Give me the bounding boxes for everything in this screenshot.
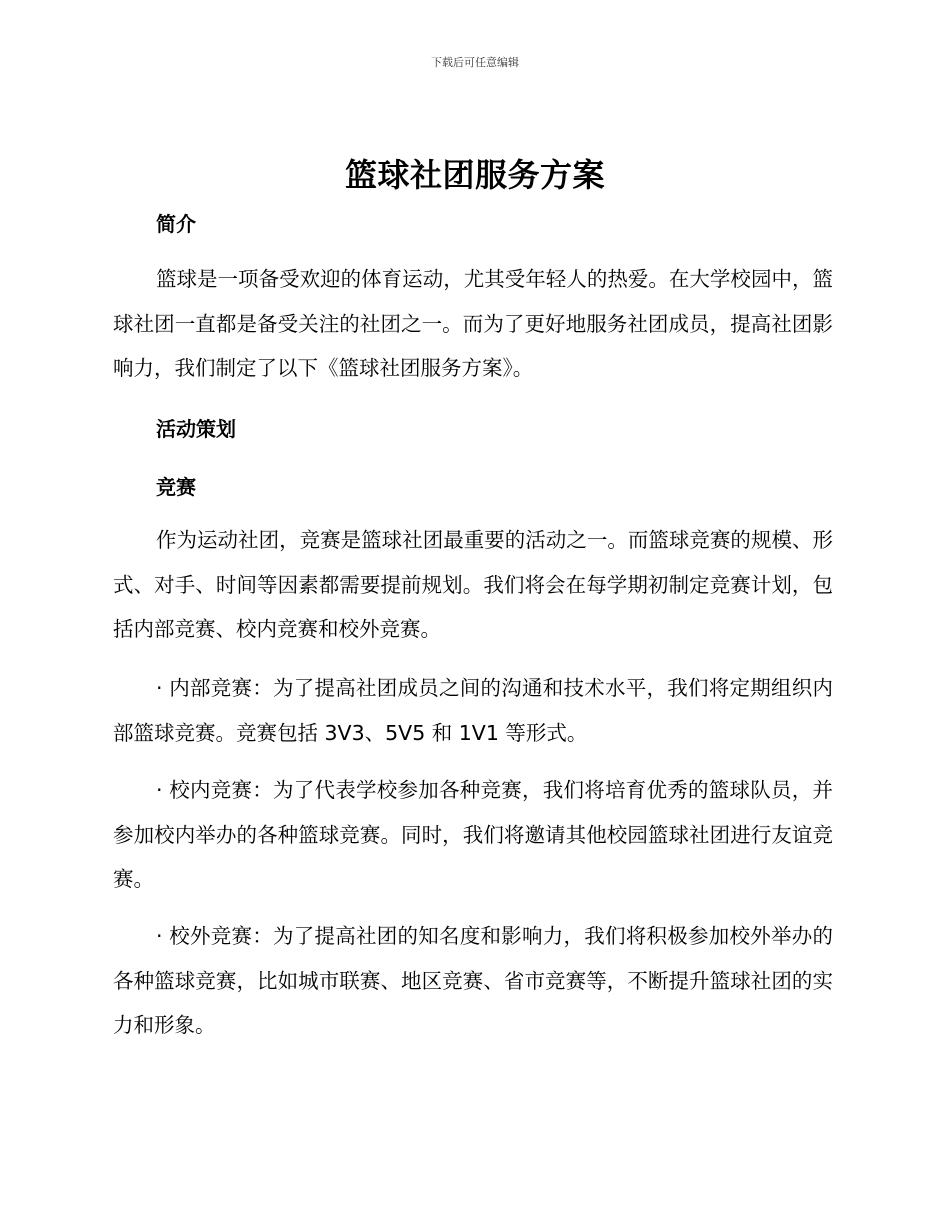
header-note: 下载后可任意编辑 [431,56,519,69]
section-heading-intro: 简介 [156,212,196,236]
competition-paragraph: 作为运动社团，竞赛是篮球社团最重要的活动之一。而篮球竞赛的规模、形式、对手、时间等因素都需要提前规划。我们将会在每学期初制定竞赛计划，包括内部竞赛、校内竞赛和校外竞赛。 [113,528,833,641]
section-heading-competition: 竞赛 [156,475,196,499]
section-heading-activity: 活动策划 [156,417,236,441]
document-title: 篮球社团服务方案 [344,156,605,194]
bullet-campus-competition: · 校内竞赛：为了代表学校参加各种竞赛，我们将培育优秀的篮球队员，并参加校内举办的各种篮球竞赛。同时，我们将邀请其他校园篮球社团进行友谊竞赛。 [113,778,833,891]
bullet-external-competition: · 校外竞赛：为了提高社团的知名度和影响力，我们将积极参加校外举办的各种篮球竞赛，比如城市联赛、地区竞赛、省市竞赛等，不断提升篮球社团的实力和形象。 [113,924,833,1037]
bullet-internal-competition: · 内部竞赛：为了提高社团成员之间的沟通和技术水平，我们将定期组织内部篮球竞赛。竞赛包括 3V3、5V5 和 1V1 等形式。 [113,676,833,745]
intro-paragraph: 篮球是一项备受欢迎的体育运动，尤其受年轻人的热爱。在大学校园中，篮球社团一直都是备受关注的社团之一。而为了更好地服务社团成员，提高社团影响力，我们制定了以下《篮球社团服务方案》。 [113,267,833,380]
